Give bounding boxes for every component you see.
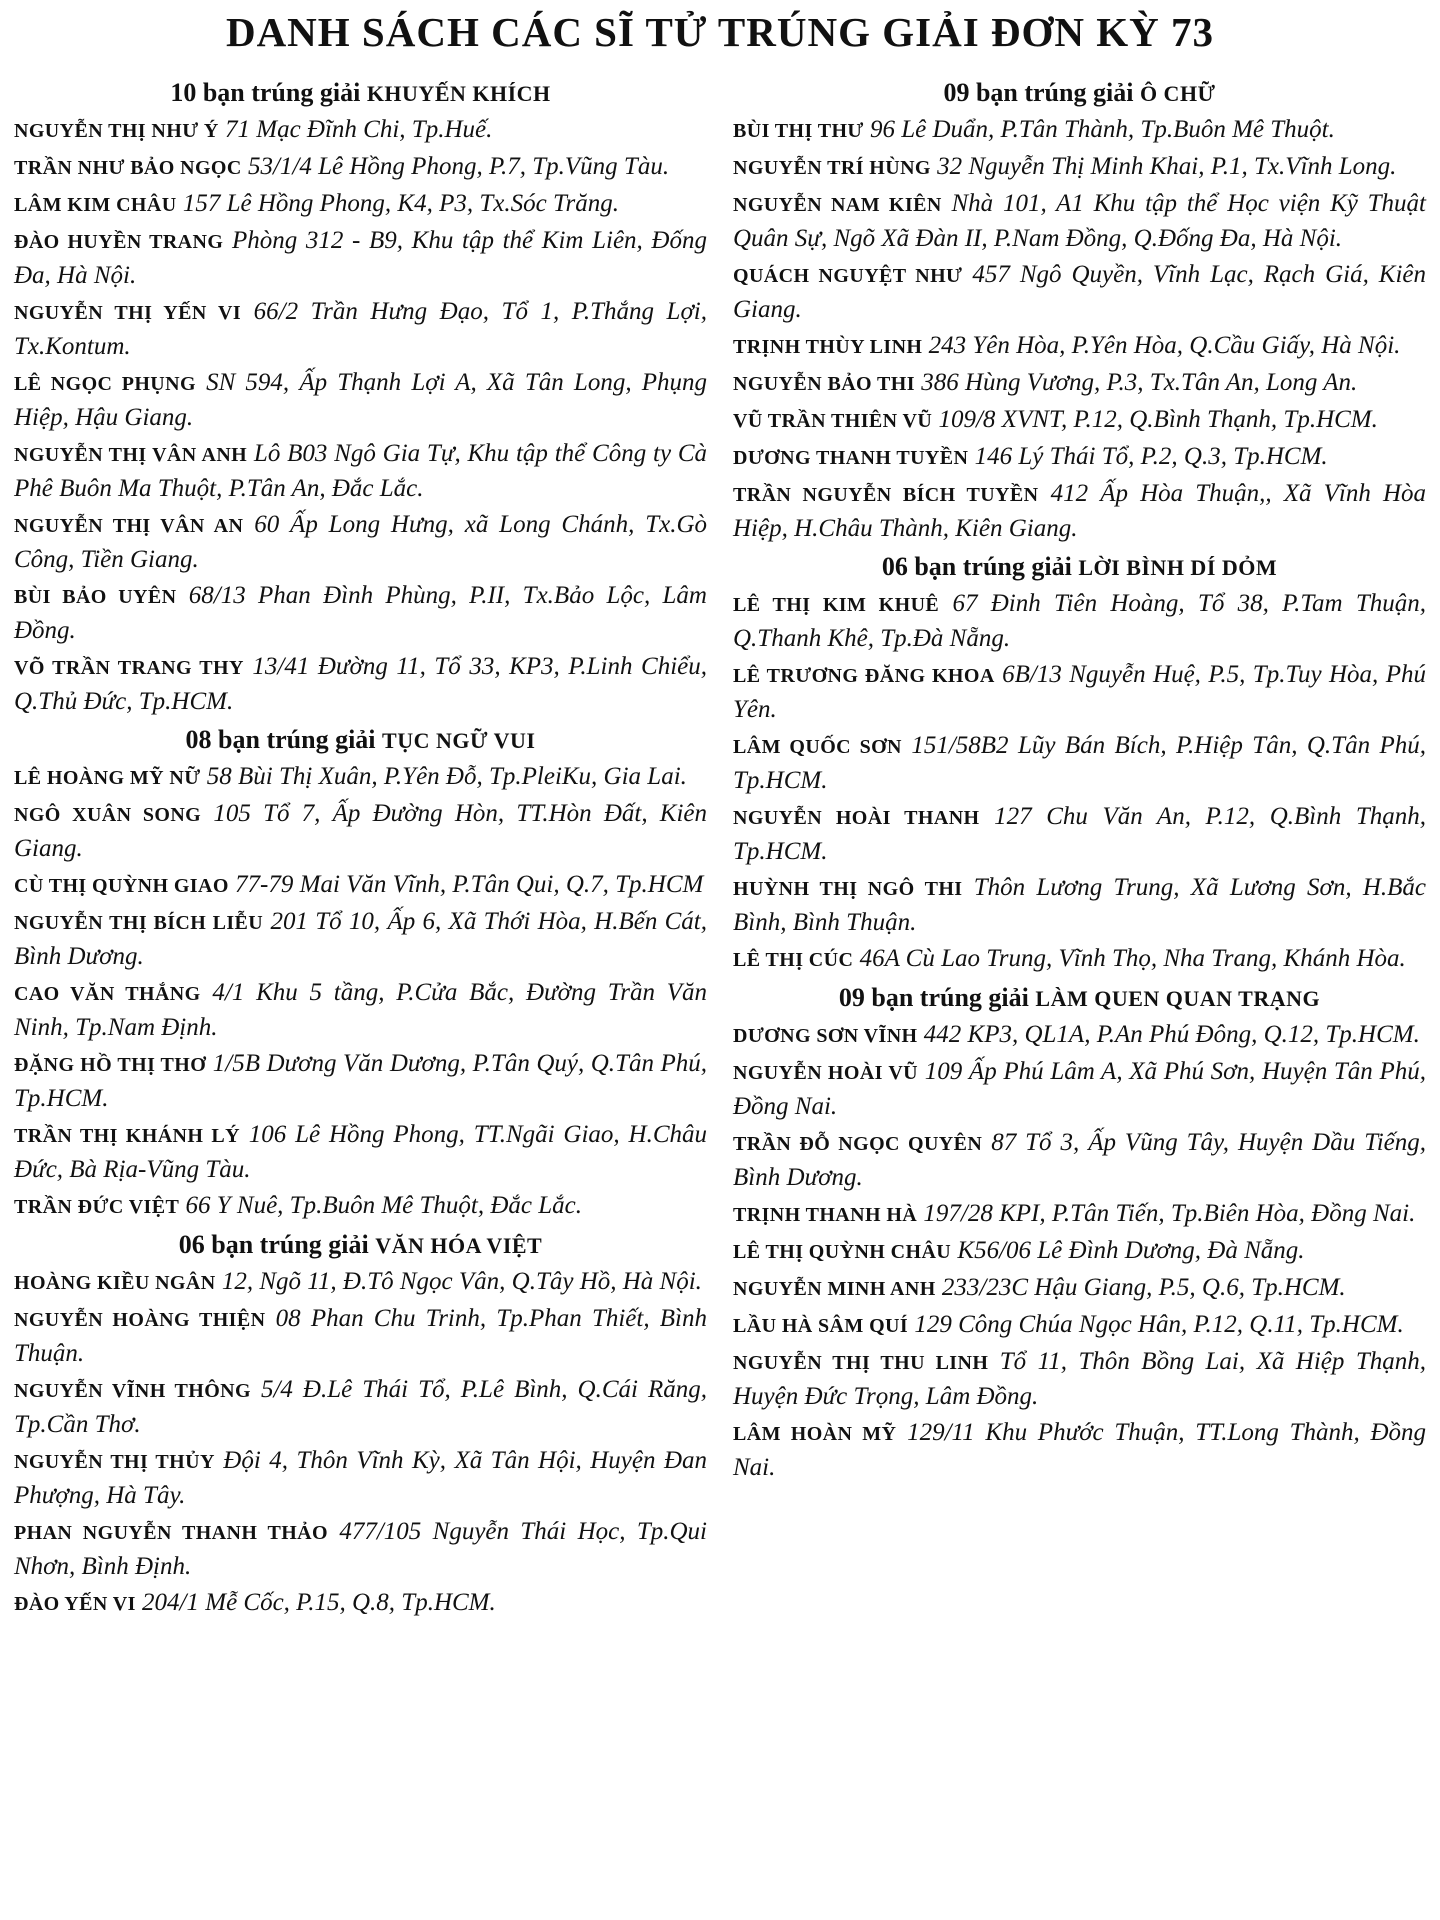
winner-address: 58 Bùi Thị Xuân, P.Yên Đỗ, Tp.PleiKu, Gia Lai. [206,763,687,790]
winner-entry [14,976,707,1045]
winner-address: 243 Yên Hòa, P.Yên Hòa, Q.Cầu Giấy, Hà Nội. [928,332,1401,359]
left-column [14,72,707,1623]
section-prize: LỜI BÌNH DÍ DỎM [1078,555,1278,580]
columns [14,72,1426,1623]
winner-name: TRỊNH THÙY LINH [733,336,923,358]
winner-entry [14,366,707,435]
winner-entry [14,1118,707,1187]
winner-entry [733,658,1426,727]
winner-entry [14,437,707,506]
winner-name: TRẦN NHƯ BẢO NGỌC [14,157,242,179]
winner-name: LÊ HOÀNG MỸ NỮ [14,767,201,789]
winner-entry [733,1018,1426,1053]
winner-name: QUÁCH NGUYỆT NHƯ [733,265,963,287]
winner-name: HOÀNG KIỀU NGÂN [14,1272,216,1294]
winner-entry [14,508,707,577]
winner-entry [733,1308,1426,1343]
winner-address: 129/11 Khu Phước Thuận, TT.Long Thành, Đồng Nai. [733,1419,1427,1481]
winner-address: Nhà 101, A1 Khu tập thể Học viện Kỹ Thuật Quân Sự, Ngõ Xã Đàn II, P.Nam Đồng, Q.Đống Đa, Hà Nội. [733,190,1427,252]
winner-entry [733,800,1426,869]
winner-name: NGUYỄN THỊ THỦY [14,1451,215,1473]
winner-address: 13/41 Đường 11, Tổ 33, KP3, P.Linh Chiểu, Q.Thủ Đức, Tp.HCM. [14,653,707,715]
winner-address: 146 Lý Thái Tổ, P.2, Q.3, Tp.HCM. [974,443,1328,470]
winner-entry [14,1515,707,1584]
winner-address: 46A Cù Lao Trung, Vĩnh Thọ, Nha Trang, Khánh Hòa. [859,945,1406,972]
winner-address: 106 Lê Hồng Phong, TT.Ngãi Giao, H.Châu Đức, Bà Rịa-Vũng Tàu. [14,1121,707,1183]
winner-address: 1/5B Dương Văn Dương, P.Tân Quý, Q.Tân Phú, Tp.HCM. [14,1050,708,1112]
winner-address: 105 Tổ 7, Ấp Đường Hòn, TT.Hòn Đất, Kiên Giang. [14,800,708,862]
winner-entry [733,329,1426,364]
winner-address: 386 Hùng Vương, P.3, Tx.Tân An, Long An. [921,369,1358,396]
winner-entry [14,187,707,222]
winner-name: ĐÀO YẾN VI [14,1593,136,1615]
section-count: 10 bạn trúng giải [170,78,361,107]
winner-name: TRẦN NGUYỄN BÍCH TUYỀN [733,484,1039,506]
winner-name: PHAN NGUYỄN THANH THẢO [14,1522,328,1544]
winner-name: NGUYỄN VĨNH THÔNG [14,1380,251,1402]
winner-entry [14,1586,707,1621]
winner-entry [14,868,707,903]
winner-entry [14,224,707,293]
winner-name: LÊ NGỌC PHỤNG [14,373,196,395]
section-prize: TỤC NGỮ VUI [382,728,536,753]
winner-entry [14,579,707,648]
winner-address: 412 Ấp Hòa Thuận,, Xã Vĩnh Hòa Hiệp, H.Châu Thành, Kiên Giang. [733,480,1426,542]
winner-address: 109/8 XVNT, P.12, Q.Bình Thạnh, Tp.HCM. [938,406,1378,433]
winner-name: VÕ TRẦN TRANG THY [14,657,244,679]
winner-name: LÂM QUỐC SƠN [733,736,902,758]
winner-name: TRẦN ĐỖ NGỌC QUYÊN [733,1133,983,1155]
winner-entry [733,440,1426,475]
winner-address: 32 Nguyễn Thị Minh Khai, P.1, Tx.Vĩnh Long. [937,153,1397,180]
winner-address: 151/58B2 Lũy Bán Bích, P.Hiệp Tân, Q.Tân Phú, Tp.HCM. [733,732,1427,794]
winner-address: Thôn Lương Trung, Xã Lương Sơn, H.Bắc Bình, Bình Thuận. [733,874,1426,936]
winner-address: 66 Y Nuê, Tp.Buôn Mê Thuột, Đắc Lắc. [185,1192,583,1219]
winner-address: 129 Công Chúa Ngọc Hân, P.12, Q.11, Tp.HCM. [914,1311,1404,1338]
winner-entry [733,477,1426,546]
section-heading [14,76,707,111]
winner-address: 109 Ấp Phú Lâm A, Xã Phú Sơn, Huyện Tân Phú, Đồng Nai. [733,1058,1427,1120]
winner-name: NGUYỄN THỊ VÂN AN [14,515,244,537]
winner-address: 96 Lê Duẩn, P.Tân Thành, Tp.Buôn Mê Thuột. [870,116,1335,143]
winner-address: Tổ 11, Thôn Bồng Lai, Xã Hiệp Thạnh, Huyện Đức Trọng, Lâm Đồng. [733,1348,1426,1410]
winner-entry [733,871,1426,940]
winner-entry [14,760,707,795]
winner-name: ĐẶNG HỒ THỊ THƠ [14,1054,207,1076]
winner-entry [733,729,1426,798]
winner-address: 53/1/4 Lê Hồng Phong, P.7, Tp.Vũng Tàu. [247,153,670,180]
winner-name: NGUYỄN HOÀI VŨ [733,1062,919,1084]
section-prize: Ô CHỮ [1139,81,1216,106]
section-prize: KHUYẾN KHÍCH [366,81,551,106]
winner-address: SN 594, Ấp Thạnh Lợi A, Xã Tân Long, Phụng Hiệp, Hậu Giang. [14,369,707,431]
right-column [733,72,1426,1623]
winner-entry [733,1197,1426,1232]
section-heading [733,981,1426,1016]
winner-entry [733,942,1426,977]
winner-entry [733,1126,1426,1195]
winner-address: 66/2 Trần Hưng Đạo, Tổ 1, P.Thắng Lợi, Tx.Kontum. [14,298,708,360]
winner-name: NGUYỄN THỊ YẾN VI [14,302,242,324]
winner-entry [14,1302,707,1371]
winner-address: 477/105 Nguyễn Thái Học, Tp.Qui Nhơn, Bình Định. [14,1518,707,1580]
winner-entry [733,587,1426,656]
winner-name: NGUYỄN NAM KIÊN [733,194,942,216]
section-heading [733,550,1426,585]
winner-address: 442 KP3, QL1A, P.An Phú Đông, Q.12, Tp.HCM. [923,1021,1420,1048]
winner-entry [733,187,1426,256]
winner-address: Lô B03 Ngô Gia Tự, Khu tập thể Công ty Cà Phê Buôn Ma Thuột, P.Tân An, Đắc Lắc. [14,440,708,502]
winner-address: 08 Phan Chu Trinh, Tp.Phan Thiết, Bình Thuận. [14,1305,708,1367]
section-prize: VĂN HÓA VIỆT [375,1233,543,1258]
winner-name: DƯƠNG THANH TUYỀN [733,447,969,469]
winner-name: DƯƠNG SƠN VĨNH [733,1025,918,1047]
winner-name: NGUYỄN THỊ VÂN ANH [14,444,248,466]
winner-name: NGUYỄN MINH ANH [733,1278,936,1300]
winner-address: K56/06 Lê Đình Dương, Đà Nẵng. [957,1237,1305,1264]
winner-name: LÊ TRƯƠNG ĐĂNG KHOA [733,665,995,687]
winner-entry [733,113,1426,148]
section-heading [14,723,707,758]
section-count: 09 bạn trúng giải [838,983,1029,1012]
winner-name: NGUYỄN HOÀNG THIỆN [14,1309,266,1331]
winner-name: NGUYỄN TRÍ HÙNG [733,157,931,179]
winner-entry [14,905,707,974]
winner-entry [733,403,1426,438]
winner-address: 12, Ngõ 11, Đ.Tô Ngọc Vân, Q.Tây Hồ, Hà Nội. [221,1268,702,1295]
winner-entry [14,1373,707,1442]
winner-address: 157 Lê Hồng Phong, K4, P3, Tx.Sóc Trăng. [182,190,619,217]
section-count: 09 bạn trúng giải [943,78,1134,107]
winner-name: TRẦN ĐỨC VIỆT [14,1196,180,1218]
winner-entry [14,797,707,866]
winner-address: 5/4 Đ.Lê Thái Tổ, P.Lê Bình, Q.Cái Răng, Tp.Cần Thơ. [14,1376,707,1438]
section-prize: LÀM QUEN QUAN TRẠNG [1035,986,1321,1011]
winner-address: 204/1 Mễ Cốc, P.15, Q.8, Tp.HCM. [142,1589,496,1616]
winner-name: LÊ THỊ QUỲNH CHÂU [733,1241,952,1263]
winner-entry [733,1345,1426,1414]
winner-name: TRẦN THỊ KHÁNH LÝ [14,1125,240,1147]
winner-name: NGUYỄN HOÀI THANH [733,807,980,829]
winner-name: BÙI THỊ THƯ [733,120,864,142]
winner-entry [733,1055,1426,1124]
winner-name: NGUYỄN BẢO THI [733,373,915,395]
winner-address: Phòng 312 - B9, Khu tập thể Kim Liên, Đống Đa, Hà Nội. [14,227,707,289]
winner-address: 71 Mạc Đĩnh Chi, Tp.Huế. [225,116,493,143]
winner-name: LÊ THỊ KIM KHUÊ [733,594,940,616]
winner-entry [14,1189,707,1224]
winner-name: CAO VĂN THẮNG [14,983,201,1005]
winner-name: VŨ TRẦN THIÊN VŨ [733,410,933,432]
winner-entry [733,1416,1426,1485]
section-count: 06 bạn trúng giải [178,1230,369,1259]
winner-address: 67 Đinh Tiên Hoàng, Tổ 38, P.Tam Thuận, Q.Thanh Khê, Tp.Đà Nẵng. [733,590,1427,652]
winner-name: LÂM HOÀN MỸ [733,1423,897,1445]
winner-address: 197/28 KPI, P.Tân Tiến, Tp.Biên Hòa, Đồng Nai. [923,1200,1416,1227]
winner-address: 68/13 Phan Đình Phùng, P.II, Tx.Bảo Lộc, Lâm Đồng. [14,582,707,644]
section-heading [733,76,1426,111]
winner-entry [733,150,1426,185]
winner-name: NGÔ XUÂN SONG [14,804,202,826]
winner-entry [14,1047,707,1116]
winner-name: TRỊNH THANH HÀ [733,1204,918,1226]
section-count: 08 bạn trúng giải [185,725,376,754]
winner-name: BÙI BẢO UYÊN [14,586,177,608]
winner-address: 87 Tổ 3, Ấp Vũng Tây, Huyện Dầu Tiếng, Bình Dương. [733,1129,1427,1191]
section-count: 06 bạn trúng giải [881,552,1072,581]
winner-address: 457 Ngô Quyền, Vĩnh Lạc, Rạch Giá, Kiên Giang. [733,261,1427,323]
winner-entry [14,113,707,148]
winner-address: 77-79 Mai Văn Vĩnh, P.Tân Qui, Q.7, Tp.HCM [235,871,704,898]
winner-entry [14,1444,707,1513]
winner-name: ĐÀO HUYỀN TRANG [14,231,224,253]
winner-entry [733,1234,1426,1269]
winner-address: 233/23C Hậu Giang, P.5, Q.6, Tp.HCM. [941,1274,1346,1301]
winner-entry [14,295,707,364]
page-title: DANH SÁCH CÁC SĨ TỬ TRÚNG GIẢI ĐƠN KỲ 73 [225,9,1215,55]
winner-name: CÙ THỊ QUỲNH GIAO [14,875,229,897]
winner-address: 201 Tổ 10, Ấp 6, Xã Thới Hòa, H.Bến Cát, Bình Dương. [14,908,708,970]
winner-address: 127 Chu Văn An, P.12, Q.Bình Thạnh, Tp.HCM. [733,803,1426,865]
winner-entry [14,1265,707,1300]
winner-entry [14,650,707,719]
winner-entry [733,366,1426,401]
winner-entry [14,150,707,185]
section-heading [14,1228,707,1263]
winner-name: NGUYỄN THỊ NHƯ Ý [14,120,219,142]
winner-name: HUỲNH THỊ NGÔ THI [733,878,963,900]
winner-name: LÊ THỊ CÚC [733,949,854,971]
winner-address: 4/1 Khu 5 tầng, P.Cửa Bắc, Đường Trần Văn Ninh, Tp.Nam Định. [14,979,708,1041]
winner-name: LẦU HÀ SÂM QUÍ [733,1315,909,1337]
winner-address: Đội 4, Thôn Vĩnh Kỳ, Xã Tân Hội, Huyện Đan Phượng, Hà Tây. [14,1447,708,1509]
winner-address: 60 Ấp Long Hưng, xã Long Chánh, Tx.Gò Công, Tiền Giang. [14,511,708,573]
winner-name: NGUYỄN THỊ THU LINH [733,1352,989,1374]
winner-entry [733,1271,1426,1306]
winner-name: LÂM KIM CHÂU [14,194,177,216]
winner-name: NGUYỄN THỊ BÍCH LIỄU [14,912,264,934]
winner-entry [733,258,1426,327]
winner-address: 6B/13 Nguyễn Huệ, P.5, Tp.Tuy Hòa, Phú Yên. [733,661,1426,723]
